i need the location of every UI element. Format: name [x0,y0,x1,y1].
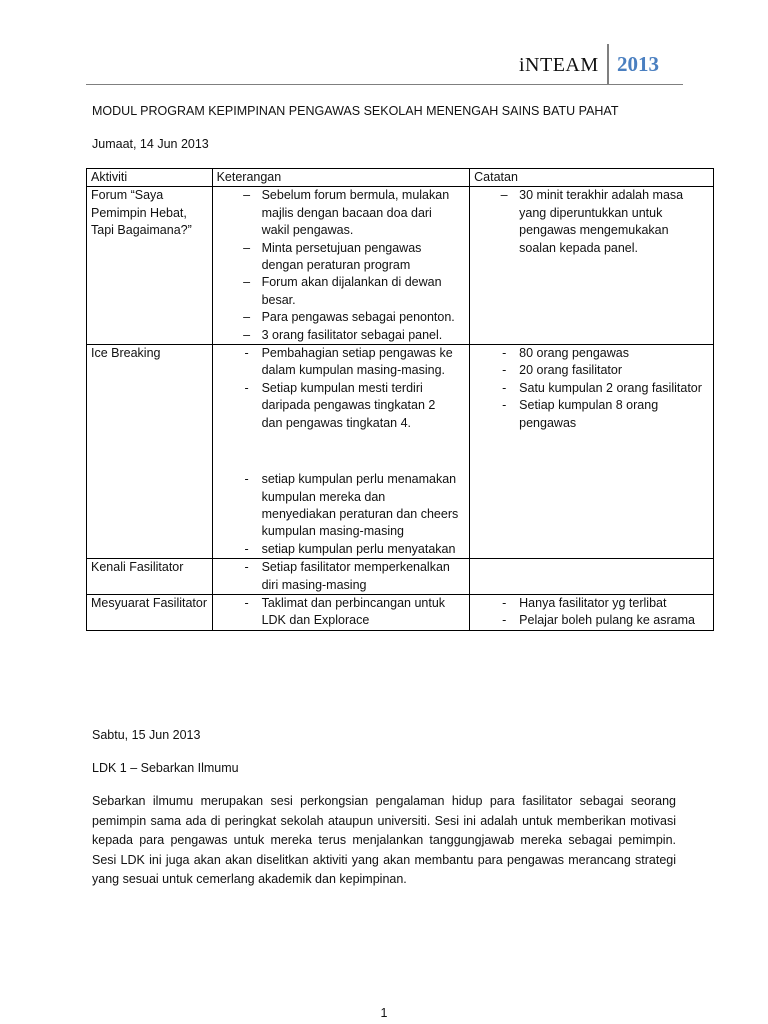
list-item: - setiap kumpulan perlu menyatakan [217,541,466,558]
list-item: - setiap kumpulan perlu menamakan kumpulan mereka dan menyediakan peraturan dan cheers kumpulan masing-masing [217,471,466,541]
dash-bullet: – [243,275,251,290]
page-header [0,44,768,88]
list-item: – Para pengawas sebagai penonton. [217,309,466,326]
activity-cell: Mesyuarat Fasilitator [87,594,213,630]
hyphen-bullet: - [502,346,507,361]
column-header-activity: Aktiviti [87,169,213,187]
dash-bullet: – [243,188,251,203]
hyphen-bullet: - [244,380,249,395]
column-header-notes: Catatan [470,169,714,187]
list-item: - Taklimat dan perbincangan untuk LDK dan Explorace [217,595,466,630]
table-header-row [87,169,714,187]
list-item: - Setiap kumpulan mesti terdiri daripada pengawas tingkatan 2 dan pengawas tingkatan 4. [217,380,466,432]
list-item: - 80 orang pengawas [474,345,709,362]
list-item: - Hanya fasilitator yg terlibat [474,595,709,612]
page-number: 1 [380,1006,388,1020]
hyphen-bullet: - [502,398,507,413]
header-divider [607,44,609,84]
list-item: – 30 minit terakhir adalah masa yang diperuntukkan untuk pengawas mengemukakan soalan kepada panel. [474,187,709,257]
notes-cell [470,559,714,595]
details-cell [212,559,470,595]
list-item: - Satu kumpulan 2 orang fasilitator [474,380,709,397]
dash-bullet: – [243,240,251,255]
activity-cell: Forum “Saya Pemimpin Hebat, Tapi Bagaimana?” [87,187,213,345]
details-cell [212,345,470,559]
activity-cell: Ice Breaking [87,345,213,559]
list-item: – Minta persetujuan pengawas dengan peraturan program [217,240,466,275]
hyphen-bullet: - [244,346,249,361]
brand-name: iNTEAM [519,54,599,76]
header-year: 2013 [617,52,659,76]
list-item: - Setiap kumpulan 8 orang pengawas [474,397,709,432]
hyphen-bullet: - [502,380,507,395]
activity-cell: Kenali Fasilitator [87,559,213,595]
notes-cell [470,187,714,345]
hyphen-bullet: - [244,541,249,556]
document-title: MODUL PROGRAM KEPIMPINAN PENGAWAS SEKOLAH MENENGAH SAINS BATU PAHAT [92,104,619,118]
schedule-table [86,168,714,631]
list-item: – Sebelum forum bermula, mulakan majlis dengan bacaan doa dari wakil pengawas. [217,187,466,239]
table-row [87,594,714,630]
list-item: - Setiap fasilitator memperkenalkan diri masing-masing [217,559,466,594]
hyphen-bullet: - [502,363,507,378]
dash-bullet: – [243,327,251,342]
notes-cell [470,345,714,559]
table-row [87,345,714,559]
details-cell [212,187,470,345]
header-rule [86,84,683,85]
hyphen-bullet: - [502,613,507,628]
list-item: - Pembahagian setiap pengawas ke dalam kumpulan masing-masing. [217,345,466,380]
list-item: – Forum akan dijalankan di dewan besar. [217,274,466,309]
column-header-details: Keterangan [212,169,470,187]
list-item: - Pelajar boleh pulang ke asrama [474,612,709,629]
hyphen-bullet: - [502,595,507,610]
date-friday: Jumaat, 14 Jun 2013 [92,137,209,151]
hyphen-bullet: - [244,560,249,575]
dash-bullet: – [500,188,508,203]
dash-bullet: – [243,310,251,325]
details-cell [212,594,470,630]
list-item: - 20 orang fasilitator [474,362,709,379]
body-paragraph: Sebarkan ilmumu merupakan sesi perkongsian pengalaman hidup para fasilitator sebagai seorang pemimpin sama ada di peringkat sekolah ataupun universiti. Sesi ini adalah untuk memberikan motivasi kepada para pengawas untuk mereka terus menjalankan tanggungjawab mereka sebagai pemimpin. Sesi LDK ini juga akan akan diselitkan aktiviti yang akan membantu para pengawas merancang strategi yang sesuai untuk cemerlang akademik dan kepimpinan. [92,794,676,887]
list-item: – 3 orang fasilitator sebagai panel. [217,327,466,344]
hyphen-bullet: - [244,472,249,487]
hyphen-bullet: - [244,595,249,610]
notes-cell [470,594,714,630]
section-title: LDK 1 – Sebarkan Ilmumu [92,761,239,775]
date-saturday: Sabtu, 15 Jun 2013 [92,728,201,742]
table-row [87,559,714,595]
table-row [87,187,714,345]
